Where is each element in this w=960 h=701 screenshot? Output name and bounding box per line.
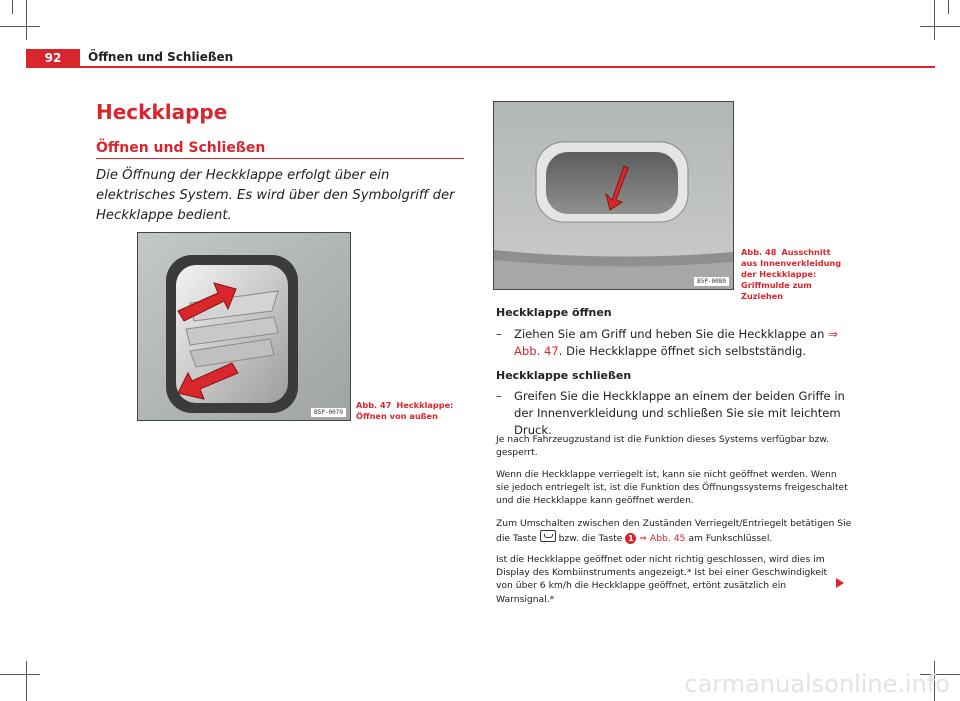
toggle-text-b: bzw. die Taste — [558, 533, 623, 545]
crop-mark — [12, 0, 13, 14]
figure-48-image — [493, 101, 734, 290]
paragraph-toggle — [496, 517, 852, 545]
running-header-title: Öffnen und Schließen — [88, 50, 234, 64]
open-step-text — [514, 326, 852, 360]
figure-45-link[interactable]: ⇒ Abb. 45 — [639, 533, 686, 545]
continue-arrow-icon — [836, 578, 844, 588]
step-dash: – — [496, 327, 502, 341]
crop-mark — [0, 674, 40, 675]
crop-mark — [0, 26, 40, 27]
tailgate-grip-recess-illustration — [494, 102, 733, 289]
crop-mark — [26, 0, 27, 40]
close-step — [496, 388, 852, 439]
tailgate-key-icon — [540, 530, 556, 542]
tailgate-handle-outside-illustration — [138, 233, 350, 420]
close-step-text: Greifen Sie die Heckklappe an einem der beiden Griffe in der Innenverkleidung und schließen Sie sie mit leichtem Druck. — [514, 389, 845, 437]
paragraph-availability: Je nach Fahrzeugzustand ist die Funktion dieses Systems verfügbar bzw. gesperrt. — [496, 434, 829, 459]
figure-47-image — [137, 232, 351, 421]
open-step-part-b: . Die Heckklappe öffnet sich selbstständig. — [558, 344, 807, 358]
watermark: carmanualsonline.info — [684, 670, 950, 698]
intro-text: Die Öffnung der Heckklappe erfolgt über ein elektrisches System. Es wird über den Symbolgriff der Heckklappe bedient. — [96, 168, 455, 223]
caption-number: Abb. 47 — [356, 400, 392, 410]
paragraph-locked: Wenn die Heckklappe verriegelt ist, kann sie nicht geöffnet werden. Wenn sie jedoch entriegelt ist, ist die Funktion des Öffnungssystems freigeschaltet und die Heckklappe kann geöffnet werden. — [496, 469, 848, 507]
crop-mark — [934, 0, 935, 40]
toggle-text-a: Zum Umschalten zwischen den Zuständen Verriegelt/Entriegelt betätigen Sie die Taste — [496, 518, 852, 545]
crop-mark — [26, 661, 27, 701]
key-number-badge: 1 — [625, 533, 636, 544]
figure-code: B5P-0079 — [311, 408, 346, 417]
figure-48-caption — [741, 247, 847, 302]
subtitle-rule — [96, 158, 464, 159]
step-dash: – — [496, 389, 502, 403]
close-heading: Heckklappe schließen — [496, 369, 632, 382]
section-title: Heckklappe — [96, 100, 228, 124]
open-step — [496, 326, 852, 360]
crop-mark — [948, 0, 949, 14]
figure-47-link[interactable]: ⇒ Abb. 47 — [514, 327, 838, 358]
section-subtitle: Öffnen und Schließen — [96, 140, 266, 156]
paragraph-warning: Ist die Heckklappe geöffnet oder nicht richtig geschlossen, wird dies im Display des Kombiinstruments angezeigt.* Ist bei einer Geschwindigkeit von über 6 km/h die Heckklappe geöffnet, ertönt zusätzlich ein Warnsignal.* — [496, 554, 828, 605]
page-number: 92 — [26, 49, 80, 67]
caption-text: Ausschnitt aus Innenverkleidung der Heckklappe: Griffmulde zum Zuziehen — [741, 247, 842, 301]
caption-number: Abb. 48 — [741, 247, 777, 257]
figure-code: B5P-0080 — [694, 277, 729, 286]
open-step-part-a: Ziehen Sie am Griff und heben Sie die Heckklappe an — [514, 327, 825, 341]
open-heading: Heckklappe öffnen — [496, 306, 612, 319]
caption-text: Heckklappe: Öffnen von außen — [356, 400, 454, 421]
toggle-text-c: am Funkschlüssel. — [688, 533, 773, 545]
figure-47-caption — [356, 400, 456, 422]
header-rule — [26, 66, 935, 68]
crop-mark — [920, 26, 960, 27]
